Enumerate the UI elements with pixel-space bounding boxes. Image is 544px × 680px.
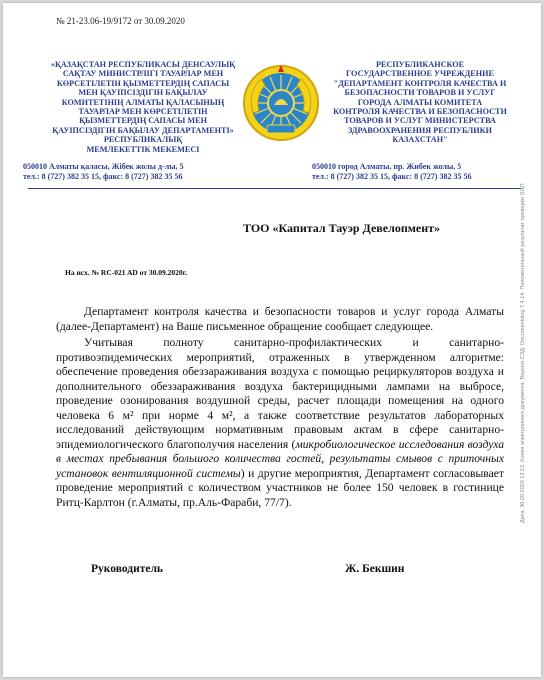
- left-address-block: [23, 162, 263, 182]
- left-org-line: САҚТАУ МИНИСТРЛІГІ ТАУАРЛАР МЕН: [62, 69, 224, 79]
- right-org-line: ЗДРАВООХРАНЕНИЯ РЕСПУБЛИКИ: [348, 125, 492, 135]
- paragraph-2-italic: микробиологическое исследования воздуха в местах пребывания большого количества гостей, результаты смывов с приточных установок вентиляционной системы: [56, 437, 504, 480]
- left-org-line: ҚАУІПСІЗДІГІН БАҚЫЛАУ ДЕПАРТАМЕНТІ»: [52, 125, 234, 135]
- left-org-line: КОМИТЕТІНІҢ АЛМАТЫ ҚАЛАСЫНЫҢ: [61, 97, 225, 107]
- paragraph-1: Департамент контроля качества и безопасности товаров и услуг города Алматы (далее-Департамент) на Ваше письменное обращение сообщает следующее.: [56, 305, 504, 333]
- reference-line: На исх. № RC-021 AD от 30.09.2020г.: [65, 268, 188, 277]
- right-org-line: ТОВАРОВ И УСЛУГ МИНИСТЕРСТВА: [344, 116, 496, 126]
- left-org-line: МЕМЛЕКЕТТІК МЕКЕМЕСІ: [86, 144, 200, 154]
- header-divider: [28, 188, 522, 189]
- left-org-line: РЕСПУБЛИКАЛЫҚ: [103, 135, 183, 145]
- right-org-line: КОНТРОЛЯ КАЧЕСТВА И БЕЗОПАСНОСТИ: [333, 107, 507, 117]
- right-address: 050010 город Алматы, пр. Жибек жолы, 5: [312, 162, 462, 171]
- paragraph-2-end: ) и другие мероприятия, Департамент согласовывает проведение мероприятий с количеством участников не более 150 человек в гостинице Ритц-Карлтон (г.Алматы, пр.Аль-Фараби, 77/7).: [56, 466, 504, 509]
- paragraph-2-start: Учитывая полноту санитарно-профилактических и санитарно-противоэпидемических мероприятий, отраженных в утвержденном алгоритме: обеспечение проведения обеззараживания воздуха с помощью рециркуляторов воздуха и дополнительного обеззараживания воздуха бактерицидными лампами на выбросе, проведение озонирования воздушной среды, расчет площади помещения на одного человека 6 м² при норме 4 м², а также соответствие результатов лабораторных исследований действующим нормативным правовым актам в сфере санитарно-эпидемиологического благополучия населения (: [56, 336, 504, 451]
- left-address: 050010 Алматы қаласы, Жібек жолы д-лы, 5: [23, 162, 184, 171]
- left-org-line: МЕН ҚАУІПСІЗДІГІН БАҚЫЛАУ: [78, 88, 208, 98]
- letter-body: [56, 305, 504, 510]
- right-org-line: КАЗАХСТАН": [392, 135, 448, 145]
- left-phone: тел.: 8 (727) 382 35 15, факс: 8 (727) 382 35 56: [23, 172, 183, 181]
- document-page: [3, 3, 541, 677]
- recipient: ТОО «Капитал Тауэр Девелопмент»: [243, 221, 441, 235]
- right-org-line: РЕСПУБЛИКАНСКОЕ: [375, 60, 465, 69]
- right-org-line: "ДЕПАРТАМЕНТ КОНТРОЛЯ КАЧЕСТВА И: [333, 78, 507, 88]
- right-address-block: [312, 162, 522, 182]
- signatory-title: Руководитель: [91, 563, 163, 575]
- right-org-line: БЕЗОПАСНОСТИ ТОВАРОВ И УСЛУГ: [344, 88, 496, 98]
- stamp-text: Дата: 30.09.2020 13:12. Копия электронного документа. Версия СЭД: Documentolog 7.4.14. Положительный результат проверки ЭЦП: [520, 183, 526, 523]
- state-emblem-icon: [241, 63, 321, 143]
- left-org-line: ТАУАРЛАР МЕН КӨРСЕТІЛЕТІН: [78, 107, 208, 117]
- signatory-name: Ж. Бекшин: [345, 563, 405, 575]
- left-org-line: «ҚАЗАҚСТАН РЕСПУБЛИКАСЫ ДЕНСАУЛЫҚ: [50, 60, 236, 69]
- electronic-signature-stamp: [508, 163, 524, 523]
- paragraph-2: [56, 336, 504, 510]
- left-organization-name: [28, 60, 258, 154]
- right-organization-name: [320, 60, 520, 145]
- right-org-line: ГОРОДА АЛМАТЫ КОМИТЕТА: [357, 97, 483, 107]
- right-org-line: ГОСУДАРСТВЕННОЕ УЧРЕЖДЕНИЕ: [346, 69, 494, 79]
- left-org-line: КӨРСЕТІЛЕТІН ҚЫЗМЕТТЕРДІҢ САПАСЫ: [56, 78, 230, 88]
- registration-number: № 21-23.06-19/9172 от 30.09.2020: [56, 16, 185, 26]
- right-phone: тел.: 8 (727) 382 35 15, факс: 8 (727) 382 35 56: [312, 172, 472, 181]
- left-org-line: ҚЫЗМЕТТЕРДІҢ САПАСЫ МЕН: [79, 116, 207, 126]
